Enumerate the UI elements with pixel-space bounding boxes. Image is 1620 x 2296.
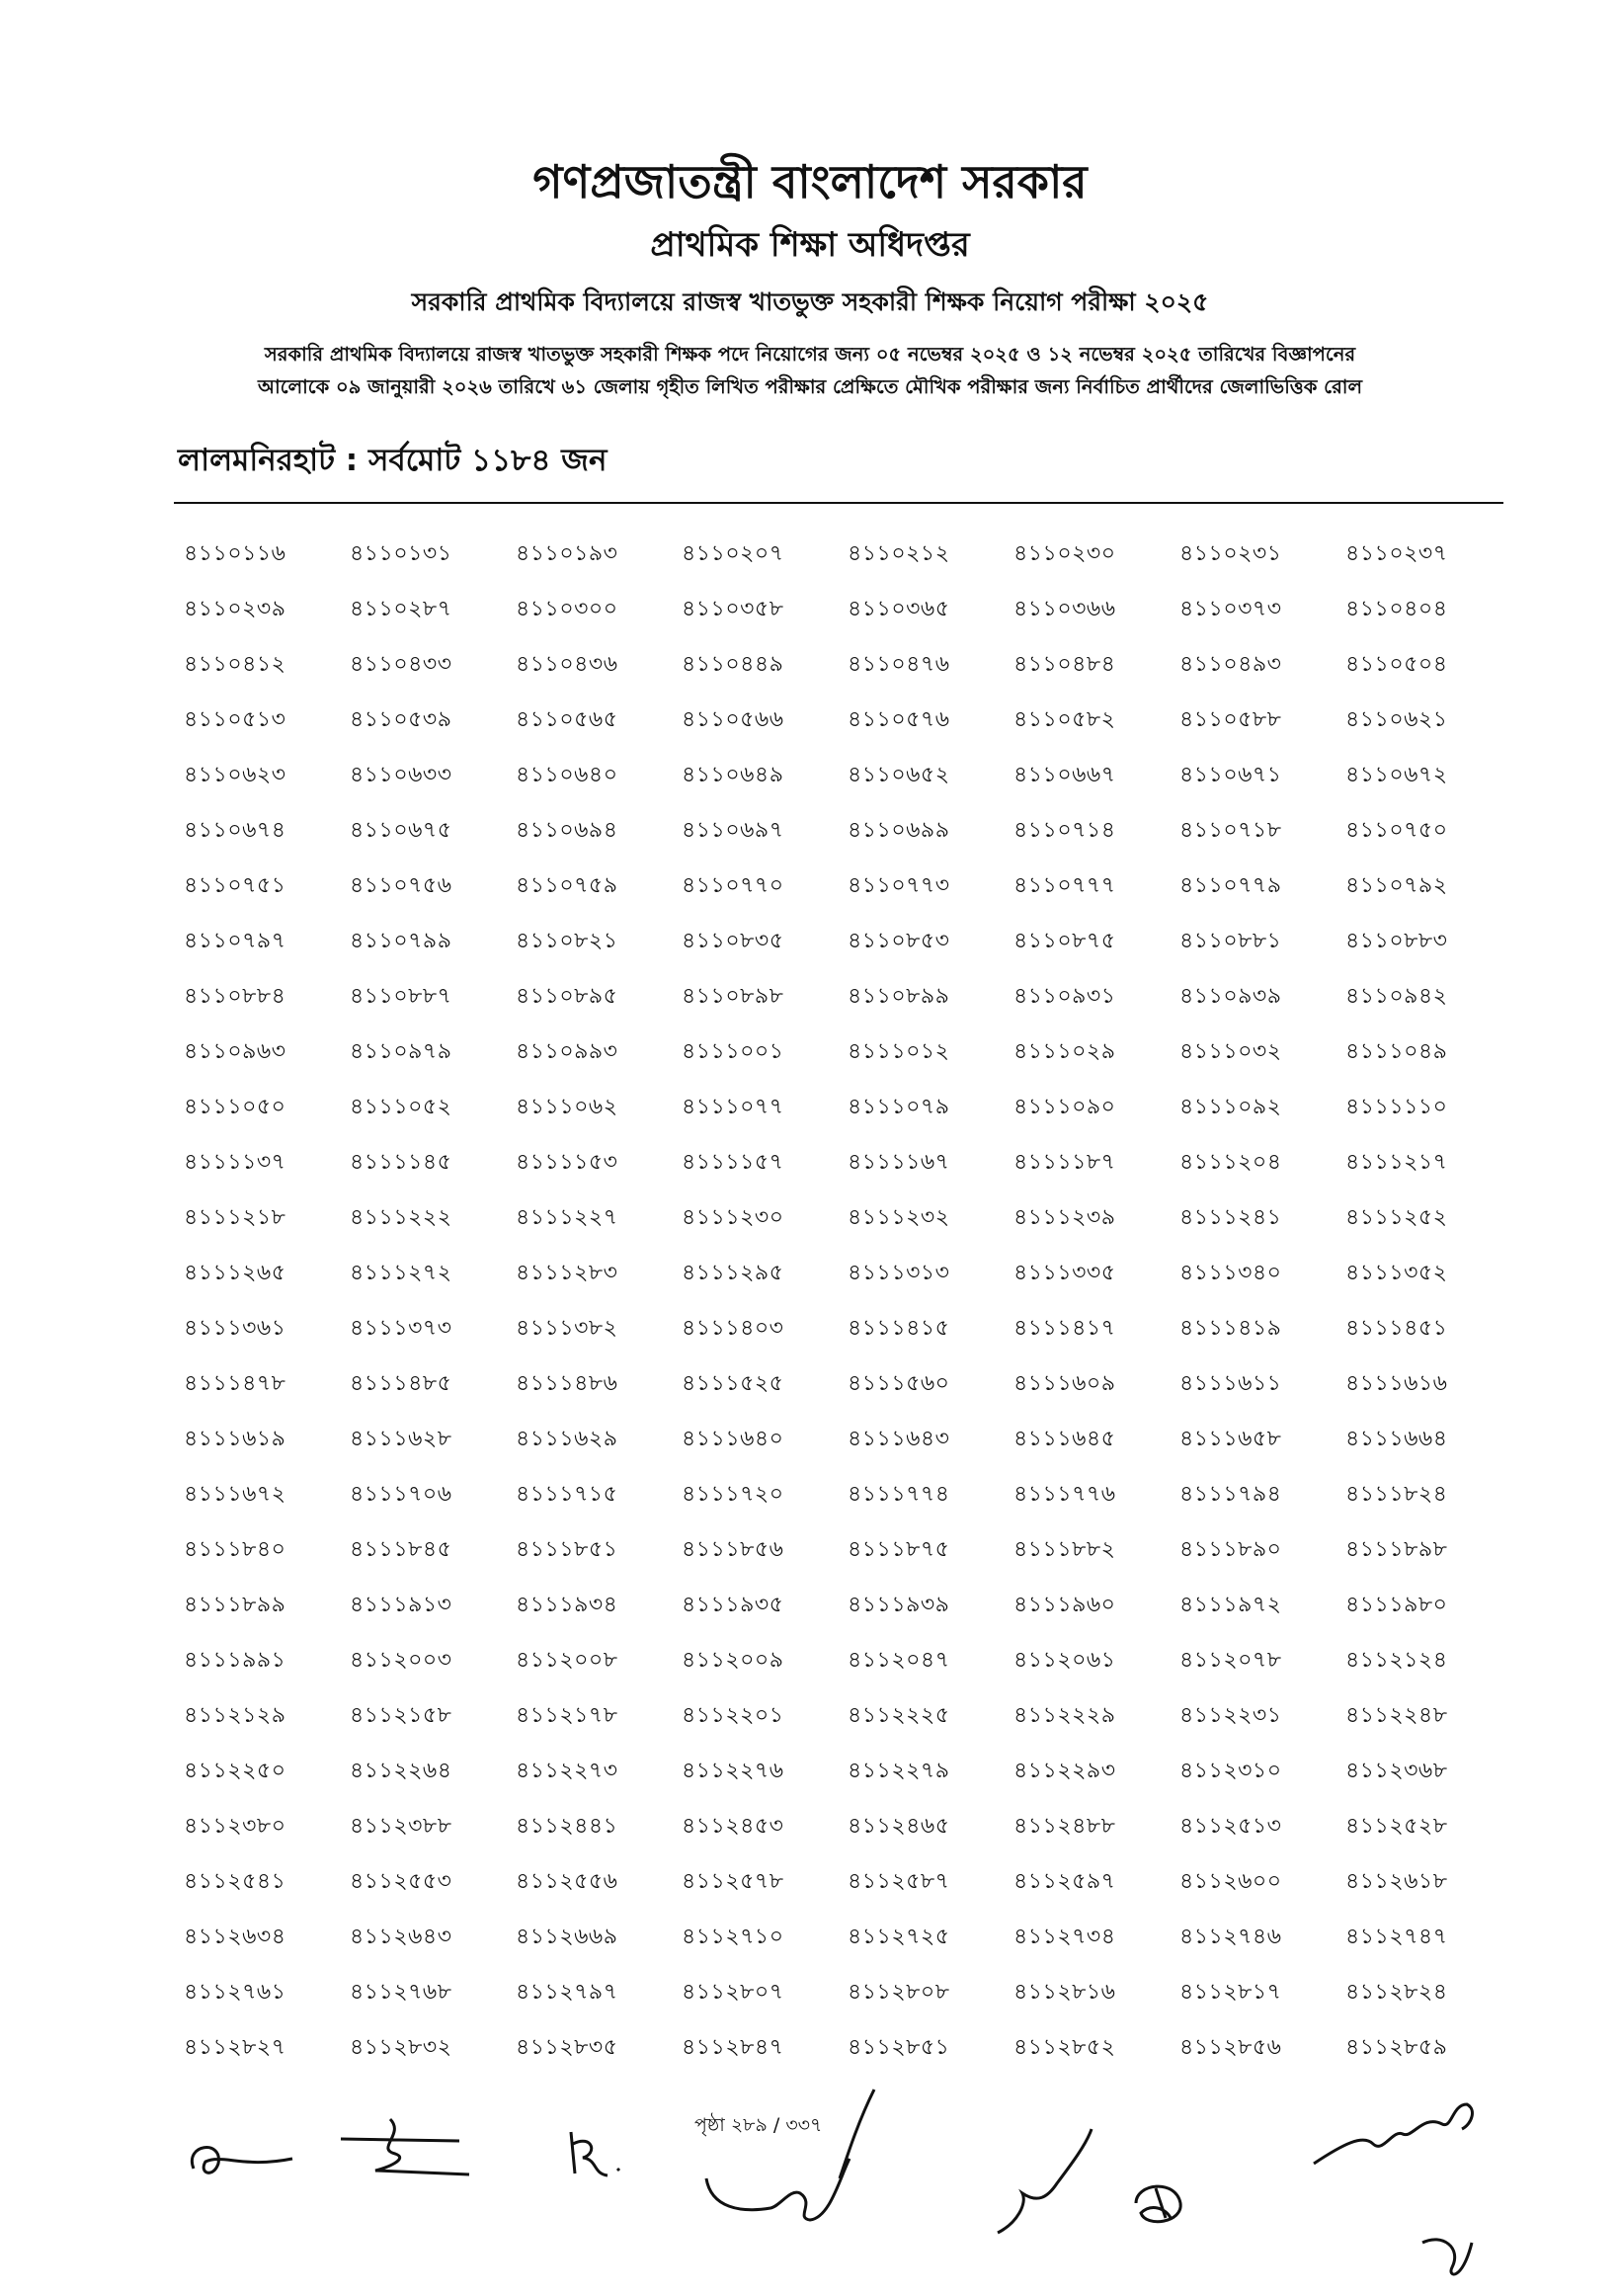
roll-number: ৪১১১৪৮৫: [350, 1371, 452, 1396]
roll-number: ৪১১১১৬৭: [848, 1150, 950, 1175]
roll-number: ৪১১১০৩২: [1179, 1039, 1282, 1064]
page-number: পৃষ্ঠা ২৮৯ / ৩৩৭: [694, 2114, 823, 2136]
roll-number: ৪১১১৬৪০: [682, 1427, 784, 1451]
roll-number: ৪১১১৫২৫: [682, 1371, 784, 1396]
roll-number: ৪১১০৭৫৯: [516, 873, 618, 898]
roll-number: ৪১১২৫১৩: [1179, 1814, 1282, 1839]
roll-number: ৪১১০৬২৩: [184, 763, 286, 787]
signature-1: [184, 2124, 302, 2183]
roll-number: ৪১১১২৮৩: [516, 1261, 618, 1285]
roll-number: ৪১১০৬৫২: [848, 763, 950, 787]
roll-number: ৪১১২৮০৭: [682, 1980, 784, 2005]
roll-number: ৪১১২৮৫৯: [1345, 2035, 1448, 2060]
roll-number: ৪১১১৭১৫: [516, 1482, 618, 1507]
roll-number: ৪১১০৯৭৯: [350, 1039, 452, 1064]
roll-number: ৪১১০৩০০: [516, 597, 618, 621]
roll-number: ৪১১১০৯২: [1179, 1095, 1282, 1119]
roll-number: ৪১১২৫৫৬: [516, 1869, 618, 1894]
roll-number: ৪১১২০৪৭: [848, 1648, 950, 1673]
roll-number: ৪১১১২২৭: [516, 1205, 618, 1230]
signature-4: [701, 2080, 899, 2228]
roll-number: ৪১১২৬৬৯: [516, 1925, 618, 1949]
roll-number: ৪১১১৫৬০: [848, 1371, 950, 1396]
roll-number: ৪১১২৬৪৩: [350, 1925, 452, 1949]
roll-number: ৪১১১২৩২: [848, 1205, 950, 1230]
roll-number: ৪১১১৩৩৫: [1013, 1261, 1116, 1285]
roll-number: ৪১১০৩৬৫: [848, 597, 950, 621]
roll-number: ৪১১০৬৬৭: [1013, 763, 1116, 787]
department-title: প্রাথমিক শিক্ষা অধিদপ্তর: [650, 225, 970, 265]
roll-number: ৪১১০৭৭০: [682, 873, 784, 898]
roll-number: ৪১১২৩১০: [1179, 1759, 1282, 1783]
roll-number: ৪১১২৫৭৮: [682, 1869, 784, 1894]
roll-number: ৪১১১৯৩৪: [516, 1593, 618, 1617]
roll-number: ৪১১১৯৬০: [1013, 1593, 1116, 1617]
roll-number: ৪১১০৭৯৭: [184, 929, 286, 953]
roll-number: ৪১১০৪৮৪: [1013, 652, 1116, 677]
roll-number: ৪১১১১১০: [1345, 1095, 1448, 1119]
roll-number: ৪১১২১২৯: [184, 1703, 286, 1728]
roll-number: ৪১১১৬২৮: [350, 1427, 452, 1451]
roll-number: ৪১১০২০৭: [682, 541, 784, 566]
roll-number: ৪১১০৩৫৮: [682, 597, 784, 621]
roll-number: ৪১১১৭৭৪: [848, 1482, 950, 1507]
roll-number: ৪১১২১২৪: [1345, 1648, 1448, 1673]
roll-number: ৪১১১২৭২: [350, 1261, 452, 1285]
roll-number: ৪১১১২৩০: [682, 1205, 784, 1230]
roll-number: ৪১১১৮৫৬: [682, 1537, 784, 1562]
roll-number: ৪১১২৩৬৮: [1345, 1759, 1448, 1783]
signature-6: [1126, 2173, 1195, 2233]
roll-number: ৪১১২৮০৮: [848, 1980, 950, 2005]
roll-number: ৪১১০৫৬৬: [682, 707, 784, 732]
roll-number: ৪১১১৯৩৯: [848, 1593, 950, 1617]
roll-number: ৪১১০৪৭৬: [848, 652, 950, 677]
roll-number: ৪১১১৬১১: [1179, 1371, 1282, 1396]
roll-number: ৪১১১৬২৯: [516, 1427, 618, 1451]
roll-number: ৪১১২১৭৮: [516, 1703, 618, 1728]
roll-number: ৪১১০৫৮২: [1013, 707, 1116, 732]
notice-line-2: আলোকে ০৯ জানুয়ারী ২০২৬ তারিখে ৬১ জেলায় গৃহীত লিখিত পরীক্ষার প্রেক্ষিতে মৌখিক পরীক্ষার জন্য নির্বাচিত প্রার্থীদের জেলাভিত্তিক রোল: [257, 375, 1362, 398]
roll-number: ৪১১১৪০৩: [682, 1316, 784, 1341]
roll-number: ৪১১০৬৯৯: [848, 818, 950, 843]
roll-number: ৪১১০৭১৮: [1179, 818, 1282, 843]
roll-number: ৪১১০৪৩৩: [350, 652, 452, 677]
roll-number: ৪১১১৬৬৪: [1345, 1427, 1448, 1451]
roll-number: ৪১১২০৬১: [1013, 1648, 1116, 1673]
roll-number: ৪১১২৭৪৭: [1345, 1925, 1448, 1949]
roll-number: ৪১১২২০১: [682, 1703, 784, 1728]
roll-number: ৪১১১৭২০: [682, 1482, 784, 1507]
roll-number: ৪১১২৭১০: [682, 1925, 784, 1949]
roll-number: ৪১১১৮৮২: [1013, 1537, 1116, 1562]
roll-number: ৪১১০৮২১: [516, 929, 618, 953]
roll-number: ৪১১১১৪৫: [350, 1150, 452, 1175]
roll-number: ৪১১০৩৭৩: [1179, 597, 1282, 621]
roll-number: ৪১১২৪৪১: [516, 1814, 618, 1839]
roll-number: ৪১১০৬৪৯: [682, 763, 784, 787]
roll-number: ৪১১২২৩১: [1179, 1703, 1282, 1728]
roll-number: ৪১১১২৪১: [1179, 1205, 1282, 1230]
roll-number: ৪১১০৪৯৩: [1179, 652, 1282, 677]
roll-number: ৪১১০৫৬৫: [516, 707, 618, 732]
roll-number: ৪১১০২১২: [848, 541, 950, 566]
roll-number: ৪১১১৯৯১: [184, 1648, 286, 1673]
roll-number: ৪১১২০০৮: [516, 1648, 618, 1673]
roll-number: ৪১১১৮২৪: [1345, 1482, 1448, 1507]
roll-number: ৪১১২৮৩২: [350, 2035, 452, 2060]
roll-number: ৪১১১৬৫৮: [1179, 1427, 1282, 1451]
roll-number: ৪১১১৬৪৫: [1013, 1427, 1116, 1451]
roll-number: ৪১১২৮৪৭: [682, 2035, 784, 2060]
roll-number: ৪১১২৭৬১: [184, 1980, 286, 2005]
roll-number: ৪১১২৫৫৩: [350, 1869, 452, 1894]
roll-number: ৪১১২০০৩: [350, 1648, 452, 1673]
roll-number: ৪১১১২১৮: [184, 1205, 286, 1230]
roll-number: ৪১১০৮৭৫: [1013, 929, 1116, 953]
roll-number: ৪১১০৬৭১: [1179, 763, 1282, 787]
roll-number: ৪১১০৭১৪: [1013, 818, 1116, 843]
roll-number: ৪১১২৮২৭: [184, 2035, 286, 2060]
roll-number: ৪১১১২৯৫: [682, 1261, 784, 1285]
roll-number: ৪১১১২১৭: [1345, 1150, 1448, 1175]
roll-number: ৪১১০৫৮৮: [1179, 707, 1282, 732]
roll-number: ৪১১০৬৪০: [516, 763, 618, 787]
notice-paragraph: [148, 338, 1472, 403]
roll-number: ৪১১১৯৮০: [1345, 1593, 1448, 1617]
roll-number-grid: [184, 536, 1511, 2086]
roll-number: ৪১১২২৭৩: [516, 1759, 618, 1783]
roll-number: ৪১১০৩৬৬: [1013, 597, 1116, 621]
roll-number: ৪১১১২২২: [350, 1205, 452, 1230]
roll-number: ৪১১২৪৬৫: [848, 1814, 950, 1839]
roll-number: ৪১১০৬৭২: [1345, 763, 1448, 787]
roll-number: ৪১১১৪৫১: [1345, 1316, 1448, 1341]
roll-number: ৪১১১৮৯৯: [184, 1593, 286, 1617]
roll-number: ৪১১১০৫০: [184, 1095, 286, 1119]
roll-number: ৪১১১৮৪৫: [350, 1537, 452, 1562]
roll-number: ৪১১২২২৯: [1013, 1703, 1116, 1728]
roll-number: ৪১১০৭৭৭: [1013, 873, 1116, 898]
government-title: গণপ্রজাতন্ত্রী বাংলাদেশ সরকার: [532, 155, 1088, 208]
roll-number: ৪১১০৫৭৬: [848, 707, 950, 732]
roll-number: ৪১১২৩৮০: [184, 1814, 286, 1839]
roll-number: ৪১১০৪৪৯: [682, 652, 784, 677]
roll-number: ৪১১০৮৩৫: [682, 929, 784, 953]
roll-number: ৪১১০৭৯৯: [350, 929, 452, 953]
roll-number: ৪১১০৫৩৯: [350, 707, 452, 732]
roll-number: ৪১১০২৩১: [1179, 541, 1282, 566]
roll-number: ৪১১২৭৬৮: [350, 1980, 452, 2005]
roll-number: ৪১১১০১২: [848, 1039, 950, 1064]
roll-number: ৪১১১৪১৭: [1013, 1316, 1116, 1341]
roll-number: ৪১১০৮৮৭: [350, 984, 452, 1009]
roll-number: ৪১১২৩৮৮: [350, 1814, 452, 1839]
roll-number: ৪১১০২৩০: [1013, 541, 1116, 566]
roll-number: ৪১১১৯১৩: [350, 1593, 452, 1617]
signature-2: [336, 2109, 474, 2183]
roll-number: ৪১১২২৯৩: [1013, 1759, 1116, 1783]
roll-number: ৪১১০৬৯৪: [516, 818, 618, 843]
roll-number: ৪১১১১৫৩: [516, 1150, 618, 1175]
roll-number: ৪১১০১৩১: [350, 541, 452, 566]
roll-number: ৪১১১৪৭৮: [184, 1371, 286, 1396]
roll-number: ৪১১০৮৯৮: [682, 984, 784, 1009]
roll-number: ৪১১১৮৯৮: [1345, 1537, 1448, 1562]
roll-number: ৪১১২২৭৯: [848, 1759, 950, 1783]
roll-number: ৪১১০৮৮১: [1179, 929, 1282, 953]
roll-number: ৪১১০৬৯৭: [682, 818, 784, 843]
roll-number: ৪১১২২৫০: [184, 1759, 286, 1783]
roll-number: ৪১১১০৪৯: [1345, 1039, 1448, 1064]
roll-number: ৪১১২৬০০: [1179, 1869, 1282, 1894]
roll-number: ৪১১১৭০৬: [350, 1482, 452, 1507]
roll-number: ৪১১১৩৪০: [1179, 1261, 1282, 1285]
roll-number: ৪১১১৩১৩: [848, 1261, 950, 1285]
roll-number: ৪১১০৭৫০: [1345, 818, 1448, 843]
roll-number: ৪১১১০৫২: [350, 1095, 452, 1119]
roll-number: ৪১১১৯৭২: [1179, 1593, 1282, 1617]
roll-number: ৪১১১০০১: [682, 1039, 784, 1064]
roll-number: ৪১১২৮৫১: [848, 2035, 950, 2060]
roll-number: ৪১১২৭২৫: [848, 1925, 950, 1949]
roll-number: ৪১১০৮৮৪: [184, 984, 286, 1009]
roll-number: ৪১১১৭৭৬: [1013, 1482, 1116, 1507]
roll-number: ৪১১১৬০৯: [1013, 1371, 1116, 1396]
roll-number: ৪১১০৬৩৩: [350, 763, 452, 787]
roll-number: ৪১১১৪১৫: [848, 1316, 950, 1341]
roll-number: ৪১১২৬১৮: [1345, 1869, 1448, 1894]
roll-number: ৪১১১৩৬১: [184, 1316, 286, 1341]
roll-number: ৪১১২০০৯: [682, 1648, 784, 1673]
roll-number: ৪১১১৬৭২: [184, 1482, 286, 1507]
roll-number: ৪১১০৫১৩: [184, 707, 286, 732]
roll-number: ৪১১১৩৮২: [516, 1316, 618, 1341]
roll-number: ৪১১০৮৯৫: [516, 984, 618, 1009]
roll-number: ৪১১০৬৭৫: [350, 818, 452, 843]
roll-number: ৪১১০৭৭৩: [848, 873, 950, 898]
roll-number: ৪১১১৭৯৪: [1179, 1482, 1282, 1507]
notice-line-1: সরকারি প্রাথমিক বিদ্যালয়ে রাজস্ব খাতভুক্ত সহকারী শিক্ষক পদে নিয়োগের জন্য ০৫ নভেম্বর ২০২৫ ও ১২ নভেম্বর ২০২৫ তারিখের বিজ্ঞাপনের: [264, 343, 1356, 366]
roll-number: ৪১১০৭৭৯: [1179, 873, 1282, 898]
roll-number: ৪১১২৮৩৫: [516, 2035, 618, 2060]
roll-number: ৪১১১১৫৭: [682, 1150, 784, 1175]
roll-number: ৪১১১২৩৯: [1013, 1205, 1116, 1230]
roll-number: ৪১১০৮৫৩: [848, 929, 950, 953]
roll-number: ৪১১২৫৮৭: [848, 1869, 950, 1894]
roll-number: ৪১১২৫৪১: [184, 1869, 286, 1894]
heading-divider: [174, 502, 1503, 504]
roll-number: ৪১১২১৫৮: [350, 1703, 452, 1728]
roll-number: ৪১১১০৯০: [1013, 1095, 1116, 1119]
roll-number: ৪১১১৮৭৫: [848, 1537, 950, 1562]
roll-number: ৪১১১১৮৭: [1013, 1150, 1116, 1175]
roll-number: ৪১১১৪১৯: [1179, 1316, 1282, 1341]
roll-number: ৪১১২৮১৬: [1013, 1980, 1116, 2005]
roll-number: ৪১১০১৯৩: [516, 541, 618, 566]
roll-number: ৪১১০২৩৯: [184, 597, 286, 621]
roll-number: ৪১১১০২৯: [1013, 1039, 1116, 1064]
roll-number: ৪১১১২৬৫: [184, 1261, 286, 1285]
district-heading: লালমনিরহাট : সর্বমোট ১১৮৪ জন: [178, 443, 608, 478]
roll-number: ৪১১২৮৫৬: [1179, 2035, 1282, 2060]
roll-number: ৪১১০৯৪২: [1345, 984, 1448, 1009]
roll-number: ৪১১২৮১৭: [1179, 1980, 1282, 2005]
roll-number: ৪১১১৩৭৩: [350, 1316, 452, 1341]
roll-number: ৪১১১৮৫১: [516, 1537, 618, 1562]
roll-number: ৪১১০৭৫৬: [350, 873, 452, 898]
roll-number: ৪১১২০৭৮: [1179, 1648, 1282, 1673]
signature-5: [988, 2124, 1096, 2243]
roll-number: ৪১১০৬২১: [1345, 707, 1448, 732]
roll-number: ৪১১১০৭৯: [848, 1095, 950, 1119]
roll-number: ৪১১১০৭৭: [682, 1095, 784, 1119]
roll-number: ৪১১০৪১২: [184, 652, 286, 677]
roll-number: ৪১১২২২৫: [848, 1703, 950, 1728]
roll-number: ৪১১২২৬৪: [350, 1759, 452, 1783]
roll-number: ৪১১২৫৯৭: [1013, 1869, 1116, 1894]
roll-number: ৪১১০৯৬৩: [184, 1039, 286, 1064]
roll-number: ৪১১২৫২৮: [1345, 1814, 1448, 1839]
roll-number: ৪১১২৭৪৬: [1179, 1925, 1282, 1949]
roll-number: ৪১১১৮৪০: [184, 1537, 286, 1562]
roll-number: ৪১১০৫০৪: [1345, 652, 1448, 677]
roll-number: ৪১১০৬৭৪: [184, 818, 286, 843]
roll-number: ৪১১২৪৫৩: [682, 1814, 784, 1839]
roll-number: ৪১১১৬১৯: [184, 1427, 286, 1451]
signature-7: [1304, 2085, 1482, 2292]
roll-number: ৪১১১৪৮৬: [516, 1371, 618, 1396]
roll-number: ৪১১১১৩৭: [184, 1150, 286, 1175]
roll-number: ৪১১০৯৩১: [1013, 984, 1116, 1009]
roll-number: ৪১১০৪৩৬: [516, 652, 618, 677]
roll-number: ৪১১০১১৬: [184, 541, 286, 566]
roll-number: ৪১১২৬৩৪: [184, 1925, 286, 1949]
roll-number: ৪১১১৯৩৫: [682, 1593, 784, 1617]
roll-number: ৪১১২২৪৮: [1345, 1703, 1448, 1728]
roll-number: ৪১১০৮৮৩: [1345, 929, 1448, 953]
signature-3: [563, 2124, 642, 2183]
roll-number: ৪১১০৭৯২: [1345, 873, 1448, 898]
roll-number: ৪১১০৪০৪: [1345, 597, 1448, 621]
roll-number: ৪১১১৮৯০: [1179, 1537, 1282, 1562]
roll-number: ৪১১০২৩৭: [1345, 541, 1448, 566]
roll-number: ৪১১১২৫২: [1345, 1205, 1448, 1230]
roll-number: ৪১১০৭৫১: [184, 873, 286, 898]
roll-number: ৪১১২৪৮৮: [1013, 1814, 1116, 1839]
roll-number: ৪১১২৮৫২: [1013, 2035, 1116, 2060]
roll-number: ৪১১১৬১৬: [1345, 1371, 1448, 1396]
roll-number: ৪১১১২০৪: [1179, 1150, 1282, 1175]
roll-number: ৪১১১০৬২: [516, 1095, 618, 1119]
roll-number: ৪১১২৭৯৭: [516, 1980, 618, 2005]
roll-number: ৪১১০৮৯৯: [848, 984, 950, 1009]
roll-number: ৪১১২৮২৪: [1345, 1980, 1448, 2005]
exam-title: সরকারি প্রাথমিক বিদ্যালয়ে রাজস্ব খাতভুক্ত সহকারী শিক্ষক নিয়োগ পরীক্ষা ২০২৫: [411, 287, 1209, 316]
roll-number: ৪১১০৯৩৯: [1179, 984, 1282, 1009]
roll-number: ৪১১১৩৫২: [1345, 1261, 1448, 1285]
roll-number: ৪১১১৬৪৩: [848, 1427, 950, 1451]
roll-number: ৪১১২৭৩৪: [1013, 1925, 1116, 1949]
roll-number: ৪১১০২৮৭: [350, 597, 452, 621]
roll-number: ৪১১২২৭৬: [682, 1759, 784, 1783]
roll-number: ৪১১০৯৯৩: [516, 1039, 618, 1064]
